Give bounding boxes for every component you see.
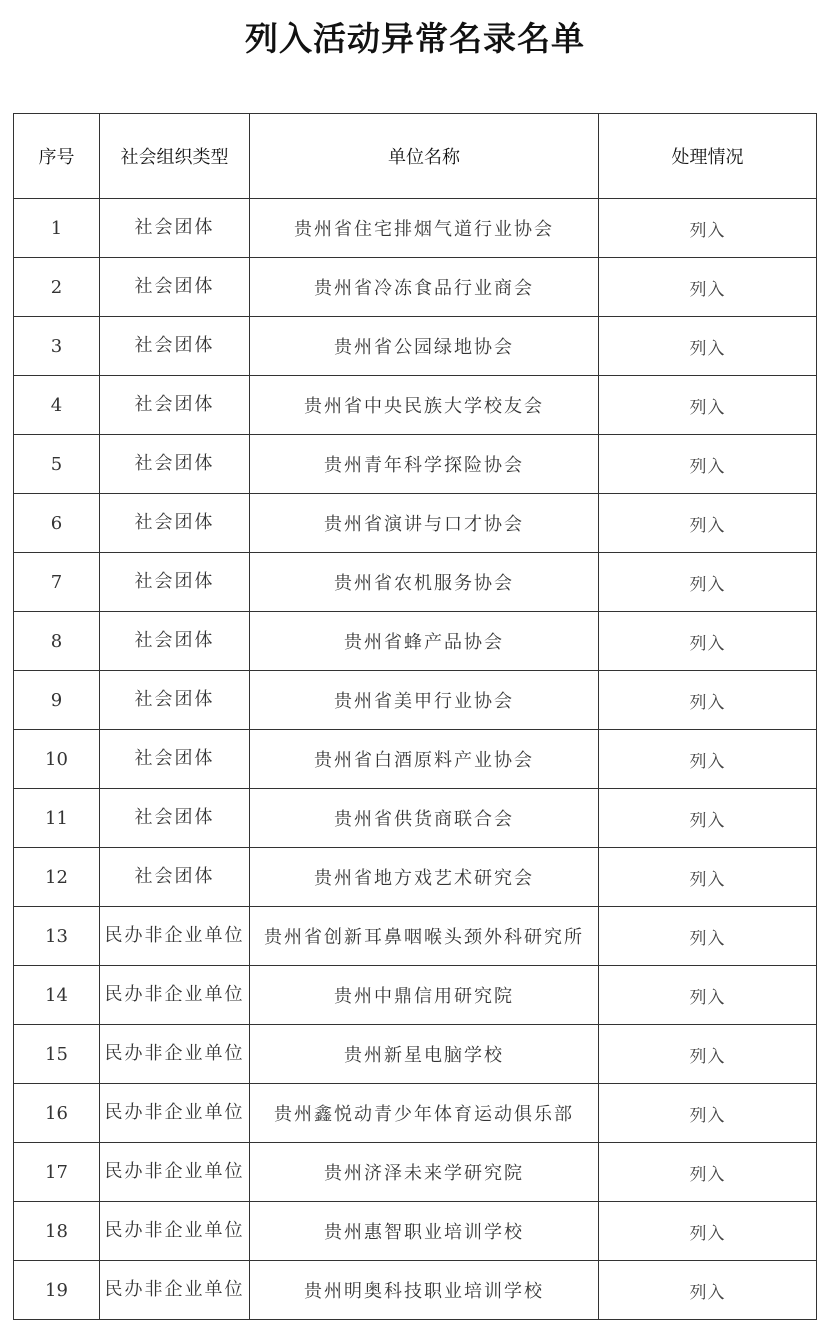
cell-organization-name: 贵州省冷冻食品行业商会 [250,258,599,317]
cell-organization-name: 贵州省中央民族大学校友会 [250,376,599,435]
cell-serial-number: 13 [14,907,100,966]
cell-serial-number: 5 [14,435,100,494]
cell-organization-type: 民办非企业单位 [100,1084,250,1143]
cell-organization-type: 民办非企业单位 [100,1025,250,1084]
cell-handling-status: 列入 [599,612,817,671]
table-row [14,1143,817,1202]
cell-organization-type: 社会团体 [100,730,250,789]
table-row [14,907,817,966]
cell-serial-number: 15 [14,1025,100,1084]
cell-serial-number: 7 [14,553,100,612]
cell-handling-status: 列入 [599,1084,817,1143]
cell-serial-number: 16 [14,1084,100,1143]
cell-organization-type: 民办非企业单位 [100,907,250,966]
cell-handling-status: 列入 [599,258,817,317]
cell-organization-name: 贵州省住宅排烟气道行业协会 [250,199,599,258]
table-row [14,435,817,494]
table-row [14,553,817,612]
cell-organization-type: 社会团体 [100,376,250,435]
cell-handling-status: 列入 [599,199,817,258]
cell-handling-status: 列入 [599,553,817,612]
table-row [14,199,817,258]
cell-serial-number: 12 [14,848,100,907]
cell-organization-type: 民办非企业单位 [100,1143,250,1202]
cell-serial-number: 2 [14,258,100,317]
cell-organization-type: 社会团体 [100,848,250,907]
cell-organization-name: 贵州鑫悦动青少年体育运动俱乐部 [250,1084,599,1143]
table-row [14,966,817,1025]
cell-serial-number: 10 [14,730,100,789]
cell-organization-type: 社会团体 [100,789,250,848]
cell-serial-number: 3 [14,317,100,376]
cell-organization-type: 社会团体 [100,494,250,553]
cell-organization-type: 社会团体 [100,553,250,612]
cell-handling-status: 列入 [599,376,817,435]
header-organization-name: 单位名称 [250,114,599,199]
cell-handling-status: 列入 [599,730,817,789]
cell-organization-name: 贵州省地方戏艺术研究会 [250,848,599,907]
table-body [14,199,817,1320]
cell-organization-type: 社会团体 [100,199,250,258]
cell-handling-status: 列入 [599,317,817,376]
cell-serial-number: 18 [14,1202,100,1261]
cell-handling-status: 列入 [599,966,817,1025]
cell-organization-name: 贵州青年科学探险协会 [250,435,599,494]
table-row [14,612,817,671]
table-row [14,789,817,848]
cell-organization-type: 民办非企业单位 [100,1202,250,1261]
cell-organization-name: 贵州省农机服务协会 [250,553,599,612]
cell-organization-name: 贵州省美甲行业协会 [250,671,599,730]
header-handling-status: 处理情况 [599,114,817,199]
cell-serial-number: 1 [14,199,100,258]
table-row [14,1084,817,1143]
cell-serial-number: 9 [14,671,100,730]
cell-organization-name: 贵州中鼎信用研究院 [250,966,599,1025]
header-serial-number: 序号 [14,114,100,199]
cell-handling-status: 列入 [599,789,817,848]
cell-organization-name: 贵州省公园绿地协会 [250,317,599,376]
cell-organization-type: 社会团体 [100,317,250,376]
table-row [14,494,817,553]
table-row [14,1025,817,1084]
cell-handling-status: 列入 [599,1202,817,1261]
table-row [14,1261,817,1320]
cell-handling-status: 列入 [599,435,817,494]
cell-organization-type: 民办非企业单位 [100,1261,250,1320]
cell-organization-type: 民办非企业单位 [100,966,250,1025]
cell-handling-status: 列入 [599,1025,817,1084]
cell-serial-number: 8 [14,612,100,671]
cell-serial-number: 19 [14,1261,100,1320]
cell-organization-name: 贵州省创新耳鼻咽喉头颈外科研究所 [250,907,599,966]
table-row [14,258,817,317]
cell-serial-number: 11 [14,789,100,848]
table-row [14,376,817,435]
cell-organization-name: 贵州省白酒原料产业协会 [250,730,599,789]
table-row [14,1202,817,1261]
cell-handling-status: 列入 [599,1143,817,1202]
table-header-row [14,114,817,199]
cell-organization-type: 社会团体 [100,258,250,317]
cell-organization-type: 社会团体 [100,435,250,494]
table-row [14,730,817,789]
table-row [14,848,817,907]
abnormal-list-table [13,113,817,1320]
cell-organization-name: 贵州省供货商联合会 [250,789,599,848]
header-organization-type: 社会组织类型 [100,114,250,199]
cell-handling-status: 列入 [599,671,817,730]
cell-serial-number: 17 [14,1143,100,1202]
cell-serial-number: 6 [14,494,100,553]
cell-organization-name: 贵州惠智职业培训学校 [250,1202,599,1261]
cell-handling-status: 列入 [599,848,817,907]
document-title: 列入活动异常名录名单 [245,19,585,58]
cell-handling-status: 列入 [599,1261,817,1320]
cell-organization-name: 贵州新星电脑学校 [250,1025,599,1084]
cell-organization-name: 贵州省演讲与口才协会 [250,494,599,553]
cell-handling-status: 列入 [599,907,817,966]
cell-organization-name: 贵州省蜂产品协会 [250,612,599,671]
cell-serial-number: 14 [14,966,100,1025]
table-row [14,671,817,730]
cell-organization-type: 社会团体 [100,612,250,671]
cell-organization-name: 贵州明奥科技职业培训学校 [250,1261,599,1320]
cell-organization-name: 贵州济泽未来学研究院 [250,1143,599,1202]
cell-serial-number: 4 [14,376,100,435]
table-row [14,317,817,376]
cell-handling-status: 列入 [599,494,817,553]
cell-organization-type: 社会团体 [100,671,250,730]
